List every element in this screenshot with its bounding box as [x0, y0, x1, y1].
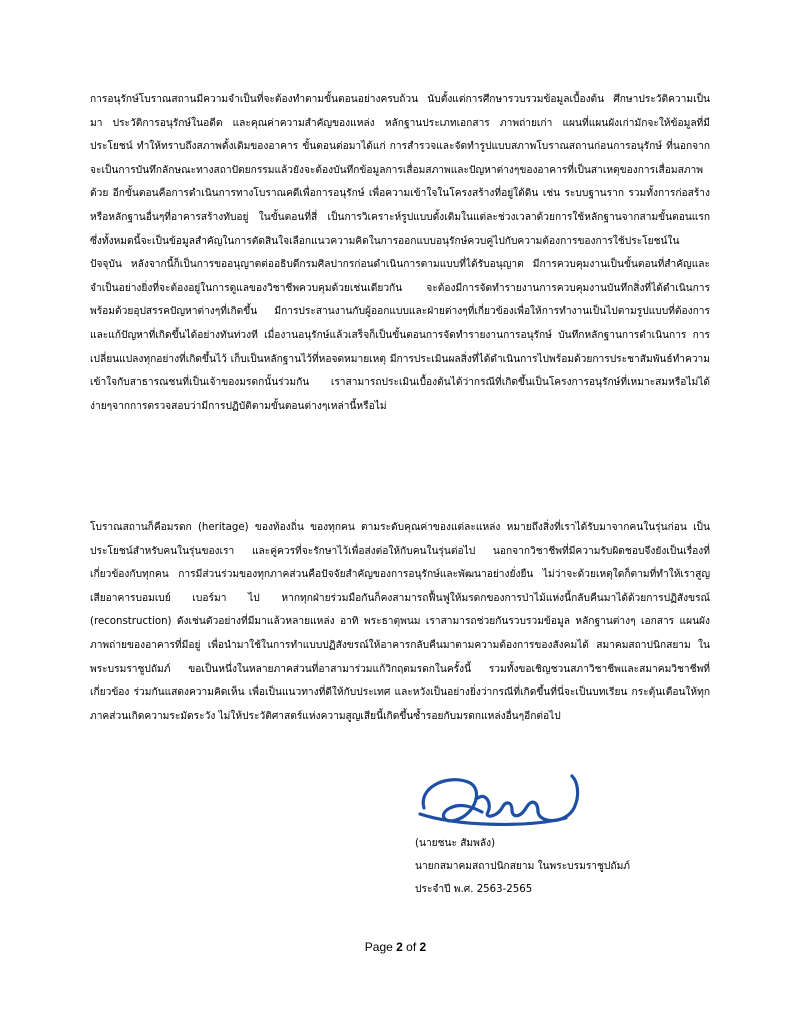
signatory-name: (นายชนะ สัมพลัง) — [415, 838, 496, 849]
signatory-position: นายกสมาคมสถาปนิกสยาม ในพระบรมราชูปถัมภ์ — [415, 861, 630, 872]
footer-page-word: Page — [364, 940, 393, 954]
page-footer — [0, 940, 791, 954]
footer-of-word: of — [406, 940, 417, 954]
body-paragraph-1: การอนุรักษ์โบราณสถานมีความจำเป็นที่จะต้องทำตามขั้นตอนอย่างครบถ้วน นับตั้งแต่การศึกษารวบรวมข้อมูลเบื้องต้น ศึกษาประวัติความเป็นมา ประวัติการอนุรักษ์ในอดีต และคุณค่าความสำคัญของแหล่ง หลักฐานประเภทเอกสาร ภาพถ่ายเก่า แผนที่แผนผังเก่ามักจะให้ข้อมูลที่มีประโยชน์ ทำให้ทราบถึงสภาพดั้งเดิมของอาคาร ขั้นตอนต่อมาได้แก่ การสำรวจและจัดทำรูปแบบสภาพโบราณสถานก่อนการอนุรักษ์ ที่นอกจากจะเป็นการบันทึกลักษณะทางสถาปัตยกรรมแล้วยังจะต้องบันทึกข้อมูลการเสื่อมสภาพและปัญหาต่างๆของอาคารที่เป็นสาเหตุของการเสื่อมสภาพด้วย อีกขั้นตอนคือการดำเนินการทางโบราณคดีเพื่อการอนุรักษ์ เพื่อความเข้าใจในโครงสร้างที่อยู่ใต้ดิน เช่น ระบบฐานราก รวมทั้งการก่อสร้างหรือหลักฐานอื่นๆที่อาคารสร้างทับอยู่ ในขั้นตอนที่สี่ เป็นการวิเคราะห์รูปแบบดั้งเดิมในแต่ละช่วงเวลาด้วยการใช้หลักฐานจากสามขั้นตอนแรก ซึ่งทั้งหมดนี้จะเป็นข้อมูลสำคัญในการตัดสินใจเลือกแนวความคิดในการออกแบบอนุรักษ์ควบคู่ไปกับความต้องการของการใช้ประโยชน์ในปัจจุบัน หลังจากนี้ก็เป็นการขออนุญาตต่ออธิบดีกรมศิลปากรก่อนดำเนินการตามแบบที่ได้รับอนุญาต มีการควบคุมงานเป็นขั้นตอนที่สำคัญและจำเป็นอย่างยิ่งที่จะต้องอยู่ในการดูแลของวิชาชีพควบคุมด้วยเช่นเดียวกัน จะต้องมีการจัดทำรายงานการควบคุมงานบันทึกสิ่งที่ได้ดำเนินการพร้อมด้วยอุปสรรคปัญหาต่างๆที่เกิดขึ้น มีการประสานงานกับผู้ออกแบบและฝ่ายต่างๆที่เกี่ยวข้องเพื่อให้การทำงานเป็นไปตามรูปแบบที่ต้องการ และแก้ปัญหาที่เกิดขึ้นได้อย่างทันท่วงที เมื่องานอนุรักษ์แล้วเสร็จก็เป็นขั้นตอนการจัดทำรายงานการอนุรักษ์ บันทึกหลักฐานการดำเนินการ การเปลี่ยนแปลงทุกอย่างที่เกิดขึ้นไว้ เก็บเป็นหลักฐานไว้ที่หอจดหมายเหตุ มีการประเมินผลสิ่งที่ได้ดำเนินการไปพร้อมด้วยการประชาสัมพันธ์ทำความเข้าใจกับสาธารณชนที่เป็นเจ้าของมรดกนั้นร่วมกัน เราสามารถประเมินเบื้องต้นได้ว่ากรณีที่เกิดขึ้นเป็นโครงการอนุรักษ์ที่เหมาะสมหรือไม่ได้ง่ายๆจากการตรวจสอบว่ามีการปฏิบัติตามขั้นตอนต่างๆเหล่านี้หรือไม่ — [90, 94, 710, 412]
body-paragraph-2: โบราณสถานก็คือมรดก (heritage) ของท้องถิ่น ของทุกคน ตามระดับคุณค่าของแต่ละแหล่ง หมายถึงสิ่งที่เราได้รับมาจากคนในรุ่นก่อน เป็นประโยชน์สำหรับคนในรุ่นของเรา และคู่ควรที่จะรักษาไว้เพื่อส่งต่อให้กับคนในรุ่นต่อไป นอกจากวิชาชีพที่มีความรับผิดชอบจึงยังเป็นเรื่องที่เกี่ยวข้องกับทุกคน การมีส่วนร่วมของทุกภาคส่วนคือปัจจัยสำคัญของการอนุรักษ์และพัฒนาอย่างยั่งยืน ไม่ว่าจะด้วยเหตุใดก็ตามที่ทำให้เราสูญเสียอาคารบอมเบย์ เบอร์มา ไป หากทุกฝ่ายร่วมมือกันก็คงสามารถฟื้นฟูให้มรดกของการป่าไม้แห่งนี้กลับคืนมาได้ด้วยการปฏิสังขรณ์ (reconstruction) ดังเช่นตัวอย่างที่มีมาแล้วหลายแหล่ง อาทิ พระธาตุพนม เราสามารถช่วยกันรวบรวมข้อมูล หลักฐานต่างๆ เอกสาร แผนผัง ภาพถ่ายของอาคารที่มีอยู่ เพื่อนำมาใช้ในการทำแบบปฏิสังขรณ์ให้อาคารกลับคืนมาตามความต้องการของสังคมได้ สมาคมสถาปนิกสยาม ในพระบรมราชูปถัมภ์ ขอเป็นหนึ่งในหลายภาคส่วนที่อาสามาร่วมแก้วิกฤตมรดกในครั้งนี้ รวมทั้งขอเชิญชวนสภาวิชาชีพและสมาคมวิชาชีพที่เกี่ยวข้อง ร่วมกันแสดงความคิดเห็น เพื่อเป็นแนวทางที่ดีให้กับประเทศ และหวังเป็นอย่างยิ่งว่ากรณีที่เกิดขึ้นที่นี่จะเป็นบทเรียน กระตุ้นเตือนให้ทุกภาคส่วนเกิดความระมัดระวัง ไม่ให้ประวัติศาสตร์แห่งความสูญเสียนี้เกิดขึ้นซ้ำรอยกับมรดกแหล่งอื่นๆอีกต่อไป — [90, 522, 710, 722]
handwritten-signature — [416, 768, 586, 830]
signatory-term: ประจำปี พ.ศ. 2563-2565 — [415, 884, 533, 895]
footer-total-pages: 2 — [419, 940, 427, 954]
footer-current-page: 2 — [396, 940, 403, 954]
signature-block — [415, 832, 630, 901]
